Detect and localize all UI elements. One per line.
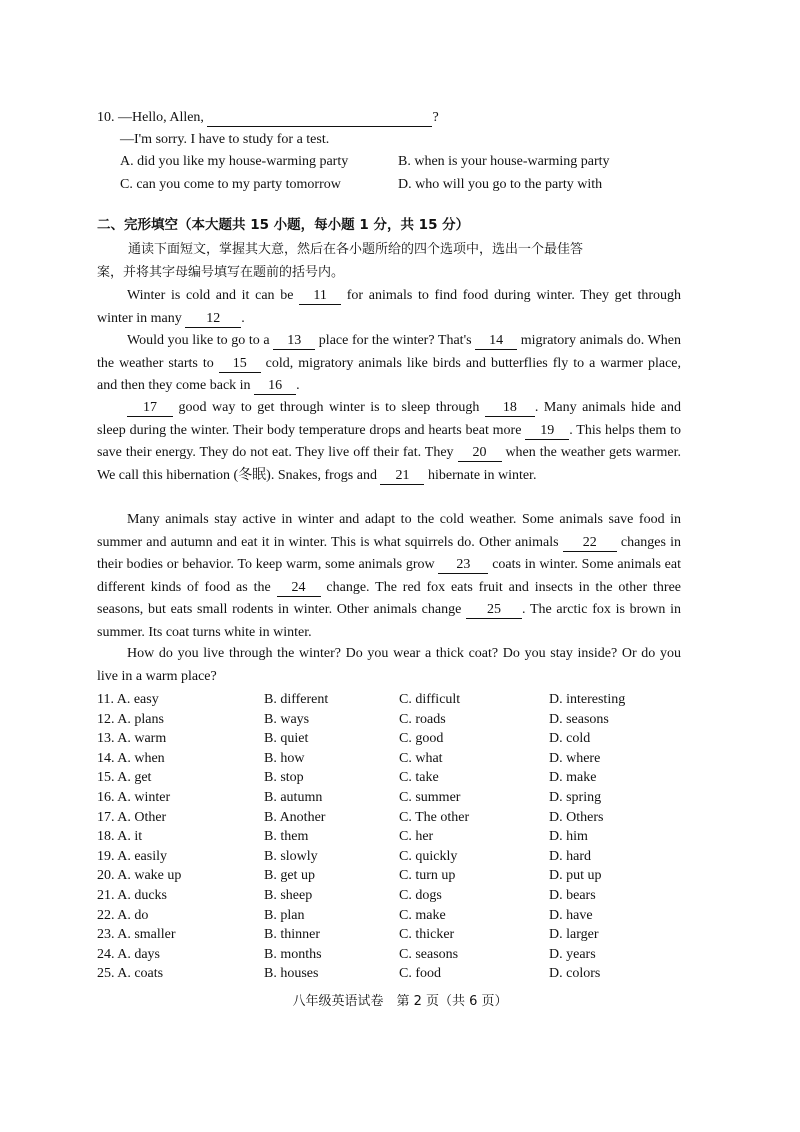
q10-option-d[interactable]: D. who will you go to the party with bbox=[398, 177, 603, 192]
option-b[interactable]: B. quiet bbox=[264, 731, 309, 747]
option-b[interactable]: B. months bbox=[264, 946, 322, 962]
option-row bbox=[97, 964, 697, 984]
passage-paragraph-1 bbox=[97, 285, 681, 330]
option-c[interactable]: C. roads bbox=[399, 711, 446, 727]
option-b[interactable]: B. thinner bbox=[264, 927, 320, 943]
option-a[interactable]: 12. A. plans bbox=[97, 711, 164, 727]
option-b[interactable]: B. ways bbox=[264, 711, 310, 727]
option-d[interactable]: D. colors bbox=[549, 966, 601, 982]
blank-20[interactable]: 20 bbox=[458, 444, 502, 462]
option-a[interactable]: 13. A. warm bbox=[97, 731, 167, 747]
option-row bbox=[97, 945, 697, 965]
passage-text: good way to get through winter is to sleep through bbox=[173, 400, 485, 415]
option-b[interactable]: B. stop bbox=[264, 770, 304, 786]
option-b[interactable]: B. them bbox=[264, 829, 309, 845]
passage-text: . This helps them to save their energy. They do not eat. They live off their fat. They bbox=[97, 422, 681, 460]
option-d[interactable]: D. where bbox=[549, 750, 601, 766]
option-c[interactable]: C. quickly bbox=[399, 848, 458, 864]
option-b[interactable]: B. different bbox=[264, 692, 329, 707]
option-d[interactable]: D. cold bbox=[549, 731, 591, 747]
blank-23[interactable]: 23 bbox=[438, 556, 488, 574]
option-c[interactable]: C. turn up bbox=[399, 868, 456, 884]
option-row bbox=[97, 906, 697, 926]
option-row bbox=[97, 847, 697, 867]
option-b[interactable]: B. sheep bbox=[264, 888, 313, 903]
passage-paragraph-3 bbox=[97, 397, 681, 487]
blank-15[interactable]: 15 bbox=[219, 355, 261, 373]
option-a[interactable]: 18. A. it bbox=[97, 829, 143, 845]
option-row bbox=[97, 866, 697, 886]
option-c[interactable]: C. difficult bbox=[399, 692, 461, 707]
passage-text: change. The red fox eats fruit and insects in the other three seasons, but eats small rodents in winter. Other animals change bbox=[97, 579, 681, 617]
option-c[interactable]: C. what bbox=[399, 750, 443, 766]
option-b[interactable]: B. plan bbox=[264, 907, 305, 923]
option-b[interactable]: B. houses bbox=[264, 966, 319, 982]
option-row bbox=[97, 788, 697, 808]
option-d[interactable]: D. him bbox=[549, 829, 588, 845]
blank-12[interactable]: 12 bbox=[185, 310, 241, 328]
blank-25[interactable]: 25 bbox=[466, 601, 522, 619]
option-row bbox=[97, 768, 697, 788]
option-row bbox=[97, 690, 697, 710]
passage-paragraph-4 bbox=[97, 509, 681, 644]
passage-text: when the weather gets warmer. We call this hibernation (冬眠). Snakes, frogs and bbox=[97, 445, 681, 483]
passage-paragraph-2 bbox=[97, 330, 681, 398]
option-row bbox=[97, 925, 697, 945]
option-b[interactable]: B. slowly bbox=[264, 848, 318, 864]
blank-11[interactable]: 11 bbox=[299, 287, 341, 305]
option-row bbox=[97, 886, 697, 906]
passage-text: hibernate in winter. bbox=[424, 467, 537, 483]
section-instruction-2: 案，并将其字母编号填写在题前的括号内。 bbox=[97, 265, 345, 280]
option-d[interactable]: D. put up bbox=[549, 868, 602, 884]
option-c[interactable]: C. summer bbox=[399, 790, 461, 805]
blank-21[interactable]: 21 bbox=[380, 467, 424, 485]
section-title: 二、完形填空（本大题共 15 小题，每小题 1 分，共 15 分） bbox=[97, 217, 470, 233]
option-b[interactable]: B. Another bbox=[264, 809, 326, 825]
option-b[interactable]: B. autumn bbox=[264, 790, 323, 805]
q10-question-mark: ? bbox=[432, 110, 439, 125]
option-a[interactable]: 21. A. ducks bbox=[97, 888, 167, 903]
option-a[interactable]: 23. A. smaller bbox=[97, 927, 176, 943]
option-c[interactable]: C. good bbox=[399, 731, 444, 747]
blank-22[interactable]: 22 bbox=[563, 534, 617, 552]
option-d[interactable]: D. interesting bbox=[549, 692, 626, 707]
passage-text: migratory animals do. When the weather starts to bbox=[97, 333, 682, 371]
option-row bbox=[97, 729, 697, 749]
passage-text: . Many animals hide and sleep during the winter. Their body temperature drops and hearts beat more bbox=[97, 400, 681, 438]
option-d[interactable]: D. seasons bbox=[549, 711, 609, 727]
option-a[interactable]: 11. A. easy bbox=[97, 692, 159, 707]
option-c[interactable]: C. take bbox=[399, 770, 439, 786]
passage-text: . The arctic fox is brown in summer. Its coat turns white in winter. bbox=[97, 602, 681, 640]
blank-17[interactable]: 17 bbox=[127, 399, 173, 417]
option-a[interactable]: 15. A. get bbox=[97, 770, 152, 786]
blank-18[interactable]: 18 bbox=[485, 399, 535, 417]
option-d[interactable]: D. hard bbox=[549, 848, 591, 864]
blank-13[interactable]: 13 bbox=[273, 332, 315, 350]
option-d[interactable]: D. Others bbox=[549, 809, 604, 825]
option-b[interactable]: B. get up bbox=[264, 868, 315, 884]
option-d[interactable]: D. years bbox=[549, 946, 596, 962]
blank-24[interactable]: 24 bbox=[277, 579, 321, 597]
option-a[interactable]: 19. A. easily bbox=[97, 848, 167, 864]
passage-paragraph-5 bbox=[97, 643, 681, 688]
passage-text: Would you like to go to a bbox=[127, 333, 274, 348]
option-d[interactable]: D. spring bbox=[549, 790, 602, 805]
passage-text: for animals to find food during winter. They get through winter in many bbox=[97, 288, 681, 326]
blank-14[interactable]: 14 bbox=[475, 332, 517, 350]
passage-text: . bbox=[296, 378, 300, 393]
option-d[interactable]: D. bears bbox=[549, 888, 596, 903]
option-row bbox=[97, 749, 697, 769]
passage-text: . bbox=[241, 310, 245, 326]
option-row bbox=[97, 808, 697, 828]
option-c[interactable]: C. thicker bbox=[399, 927, 455, 943]
option-a[interactable]: 17. A. Other bbox=[97, 809, 167, 825]
q10-prompt: 10. —Hello, Allen, bbox=[97, 110, 208, 125]
option-c[interactable]: C. her bbox=[399, 829, 434, 845]
passage-text: changes in their bodies or behavior. To keep warm, some animals grow bbox=[97, 534, 681, 572]
blank-16[interactable]: 16 bbox=[254, 377, 296, 395]
option-c[interactable]: C. dogs bbox=[399, 888, 442, 903]
option-c[interactable]: C. food bbox=[399, 966, 441, 982]
q10-option-b[interactable]: B. when is your house-warming party bbox=[398, 154, 610, 169]
passage-text: coats in winter. Some animals eat different kinds of food as the bbox=[97, 557, 681, 595]
blank-19[interactable]: 19 bbox=[525, 422, 569, 440]
option-a[interactable]: 22. A. do bbox=[97, 907, 149, 923]
option-row bbox=[97, 827, 697, 847]
page-footer: 八年级英语试卷 第 2 页（共 6 页） bbox=[292, 994, 508, 1009]
q10-reply: —I'm sorry. I have to study for a test. bbox=[120, 132, 330, 147]
option-a[interactable]: 14. A. when bbox=[97, 750, 165, 766]
q10-answer-blank[interactable] bbox=[207, 109, 432, 127]
option-c[interactable]: C. The other bbox=[399, 809, 470, 825]
option-b[interactable]: B. how bbox=[264, 750, 305, 766]
option-a[interactable]: 25. A. coats bbox=[97, 966, 164, 982]
option-c[interactable]: C. make bbox=[399, 907, 446, 923]
q10-option-a[interactable]: A. did you like my house-warming party bbox=[120, 154, 349, 169]
option-a[interactable]: 16. A. winter bbox=[97, 790, 171, 805]
option-c[interactable]: C. seasons bbox=[399, 946, 459, 962]
option-a[interactable]: 24. A. days bbox=[97, 946, 160, 962]
option-d[interactable]: D. have bbox=[549, 907, 593, 923]
option-d[interactable]: D. make bbox=[549, 770, 597, 786]
passage-text: cold, migratory animals like birds and butterflies fly to a warmer place, and then they come back in bbox=[97, 355, 681, 393]
passage-text: Many animals stay active in winter and adapt to the cold weather. Some animals save food in summer and autumn and eat it in winter. This is what squirrels do. Other animals bbox=[97, 512, 681, 550]
passage-text: How do you live through the winter? Do you wear a thick coat? Do you stay inside? Or do you live in a warm place? bbox=[97, 646, 681, 684]
q10-prompt-line bbox=[97, 108, 439, 128]
section-instruction-1: 通读下面短文，掌握其大意，然后在各小题所给的四个选项中，选出一个最佳答 bbox=[128, 242, 584, 257]
option-row bbox=[97, 710, 697, 730]
option-a[interactable]: 20. A. wake up bbox=[97, 868, 182, 884]
q10-option-c[interactable]: C. can you come to my party tomorrow bbox=[120, 177, 341, 192]
passage-text: Winter is cold and it can be bbox=[127, 288, 300, 303]
option-d[interactable]: D. larger bbox=[549, 927, 599, 943]
passage-text: place for the winter? That's bbox=[315, 333, 476, 348]
